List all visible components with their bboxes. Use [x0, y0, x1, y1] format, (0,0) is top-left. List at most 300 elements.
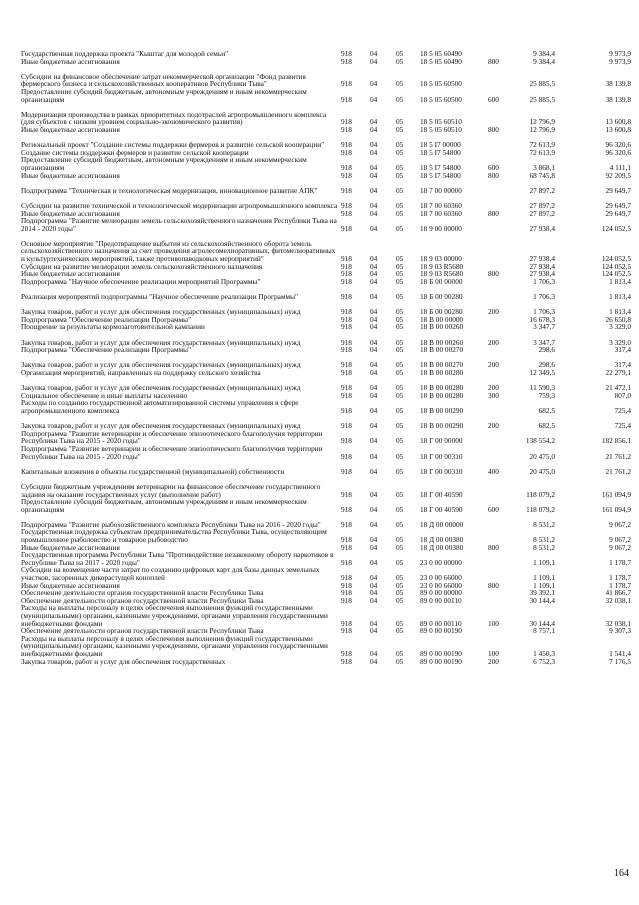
cell-s1: 25 885,5: [529, 79, 555, 89]
cell-name: Закупка товаров, работ и услуг для обеспечения государственных: [21, 656, 226, 666]
cell-vr: 600: [488, 94, 499, 104]
cell-csr: 18 5 05 60500: [420, 79, 462, 89]
table-row: [0, 605, 639, 628]
table-row: [0, 461, 639, 476]
cell-s1: 682,5: [538, 405, 555, 415]
cell-pr: 05: [396, 269, 404, 279]
cell-csr: 23 0 00 66000: [420, 580, 462, 590]
cell-pr: 05: [396, 421, 404, 431]
cell-rz: 04: [370, 436, 378, 446]
cell-ved: 918: [341, 421, 352, 431]
cell-s1: 1 109,1: [533, 557, 555, 567]
table-row: [0, 218, 639, 233]
cell-name: Государственная программа Республики Тыва "Противодействие незаконному обороту наркотиков в Республике Тыва на 2017 - 2020 годы": [21, 550, 334, 567]
cell-s1: 9 384,4: [533, 56, 555, 66]
cell-ved: 918: [341, 383, 352, 393]
cell-rz: 04: [370, 360, 378, 370]
cell-name: Обеспечение деятельности органов государственной власти Республики Тыва: [21, 626, 264, 636]
cell-s2: 317,4: [614, 360, 631, 370]
cell-s1: 1 706,3: [533, 292, 555, 302]
cell-pr: 05: [396, 573, 404, 583]
cell-csr: 18 7 00 60360: [420, 208, 462, 218]
cell-pr: 05: [396, 649, 404, 658]
cell-s1: 27 897,2: [529, 208, 555, 218]
cell-rz: 04: [370, 451, 378, 461]
cell-ved: 918: [341, 170, 352, 180]
cell-s2: 1 178,7: [609, 573, 631, 583]
cell-s2: 124 052,5: [601, 269, 631, 279]
cell-ved: 918: [341, 200, 352, 210]
cell-s2: 92 209,5: [605, 170, 631, 180]
cell-vr: 800: [488, 124, 499, 134]
cell-s2: 13 600,8: [605, 124, 631, 134]
cell-csr: 89 0 00 00190: [420, 656, 462, 666]
cell-ved: 918: [341, 466, 352, 476]
cell-csr: 18 5 I7 54800: [420, 147, 461, 157]
cell-csr: 18 В 00 00280: [420, 383, 464, 393]
cell-s1: 68 745,8: [529, 170, 555, 180]
cell-pr: 05: [396, 56, 404, 66]
cell-rz: 04: [370, 573, 378, 583]
cell-rz: 04: [370, 489, 378, 499]
cell-pr: 05: [396, 367, 404, 377]
cell-pr: 05: [396, 94, 404, 104]
cell-csr: 18 В 00 00280: [420, 367, 464, 377]
cell-name: Подпрограмма "Развитие ветеринарии и обеспечение эпизоотического благополучия территории Республики Тыва на 2015 - 2020 годы": [21, 428, 323, 446]
cell-pr: 05: [396, 588, 404, 598]
cell-csr: 23 0 00 66000: [420, 573, 462, 583]
cell-csr: 18 7 00 00000: [420, 185, 462, 195]
cell-name: Государственная поддержка субъектам предпринимательства Республики Тыва, осуществляющим промышленное рыболовство и товарное рыбоводство: [21, 527, 327, 545]
table-row: [0, 400, 639, 415]
cell-s1: 27 938,4: [529, 223, 555, 233]
cell-pr: 05: [396, 618, 404, 628]
cell-csr: 18 5 I7 54800: [420, 170, 461, 180]
cell-s1: 6 752,3: [533, 656, 555, 666]
cell-name: Подпрограмма "Развитие мелиорации земель сельскохозяйственного назначения Республики Тыва на 2014 - 2020 годы": [21, 216, 337, 233]
cell-name: Закупка товаров, работ и услуг для обеспечения государственных (муниципальных) нужд: [21, 421, 301, 431]
cell-rz: 04: [370, 345, 378, 355]
cell-s2: 96 320,6: [605, 140, 631, 150]
cell-rz: 04: [370, 519, 378, 529]
cell-s2: 7 176,5: [609, 656, 631, 666]
cell-s1: 3 347,7: [533, 322, 555, 332]
cell-s1: 20 475,0: [529, 466, 555, 476]
cell-vr: 100: [488, 618, 499, 628]
cell-s1: 118 079,2: [526, 489, 555, 499]
cell-pr: 05: [396, 535, 404, 545]
cell-name: Социальное обеспечение и иные выплаты населению: [21, 390, 188, 400]
cell-csr: 89 0 00 00190: [420, 626, 462, 636]
cell-s2: 9 067,2: [609, 519, 631, 529]
cell-ved: 918: [341, 261, 352, 271]
cell-pr: 05: [396, 223, 404, 233]
cell-s2: 41 866,7: [605, 588, 631, 598]
cell-ved: 918: [341, 367, 352, 377]
table-row: [0, 56, 639, 67]
cell-pr: 05: [396, 656, 404, 666]
cell-vr: 800: [488, 269, 499, 279]
cell-rz: 04: [370, 140, 378, 150]
cell-vr: 200: [488, 360, 499, 370]
cell-rz: 04: [370, 626, 378, 636]
table-row: [0, 180, 639, 195]
cell-csr: 18 В 00 00290: [420, 421, 464, 431]
cell-ved: 918: [341, 436, 352, 446]
cell-csr: 89 0 00 00190: [420, 649, 462, 658]
cell-rz: 04: [370, 504, 378, 514]
cell-pr: 05: [396, 489, 404, 499]
cell-rz: 04: [370, 580, 378, 590]
cell-s2: 22 279,1: [605, 367, 631, 377]
cell-vr: 300: [488, 390, 499, 400]
cell-name: Иные бюджетные ассигнования: [21, 542, 120, 552]
cell-name: Подпрограмма "Развитие рыбохозяйственного комплекса Республики Тыва на 2016 - 2020 годы": [21, 519, 321, 529]
table-row: [0, 367, 639, 378]
cell-vr: 200: [488, 656, 499, 666]
cell-s1: 1 706,3: [533, 276, 555, 286]
cell-rz: 04: [370, 367, 378, 377]
cell-s1: 9 384,4: [533, 49, 555, 58]
cell-ved: 918: [341, 56, 352, 66]
cell-name: Закупка товаров, работ и услуг для обеспечения государственных (муниципальных) нужд: [21, 337, 301, 347]
cell-name: Иные бюджетные ассигнования: [21, 208, 120, 218]
cell-rz: 04: [370, 170, 378, 180]
cell-pr: 05: [396, 254, 404, 264]
cell-name: Иные бюджетные ассигнования: [21, 269, 120, 279]
cell-name: Расходы на выплаты персоналу в целях обеспечения выполнения функций государственными (муниципальными) органами, казенными учреждениями, органами управления государственными внебюджетными фондами: [21, 603, 328, 628]
cell-ved: 918: [341, 147, 352, 157]
cell-s1: 72 613,9: [529, 140, 555, 150]
cell-s2: 182 856,1: [601, 436, 631, 446]
cell-name: Региональный проект "Создание системы поддержки фермеров и развитие сельской кооперации": [21, 140, 325, 150]
cell-name: Иные бюджетные ассигнования: [21, 170, 120, 180]
cell-ved: 918: [341, 618, 352, 628]
cell-ved: 918: [341, 322, 352, 332]
cell-s2: 807,0: [614, 390, 631, 400]
cell-name: Основное мероприятие "Предотвращение выбытия из сельскохозяйственного оборота земель сельскохозяйственного назначения за счет проведения агролесомелиоративных, фитомелиоративных и культуртехнических мероприятий, также противопаводковых мероприятий": [21, 238, 336, 264]
cell-s1: 27 897,2: [529, 185, 555, 195]
cell-ved: 918: [341, 360, 352, 370]
cell-s2: 29 649,7: [605, 200, 631, 210]
cell-s1: 27 938,4: [529, 269, 555, 279]
cell-s2: 9 067,2: [609, 535, 631, 545]
cell-name: Предоставление субсидий бюджетным, автономным учреждениям и иным некоммерческим организациям: [21, 86, 307, 104]
cell-pr: 05: [396, 322, 404, 332]
cell-s2: 9 307,3: [609, 626, 631, 636]
cell-ved: 918: [341, 223, 352, 233]
cell-s1: 759,3: [538, 390, 555, 400]
cell-ved: 918: [341, 451, 352, 461]
cell-name: Субсидии на развитие технической и технологической модернизации агропромышленного комплекса: [21, 200, 338, 210]
cell-csr: 18 Д 00 00380: [420, 542, 464, 552]
cell-s1: 25 885,5: [529, 94, 555, 104]
cell-s2: 725,4: [614, 405, 631, 415]
table-row: [0, 86, 639, 104]
cell-csr: 18 Г 00 00310: [420, 451, 463, 461]
cell-ved: 918: [341, 162, 352, 172]
cell-pr: 05: [396, 580, 404, 590]
cell-s1: 27 938,4: [529, 254, 555, 264]
cell-s2: 38 139,8: [605, 79, 631, 89]
cell-s2: 21 472,1: [605, 383, 631, 393]
cell-ved: 918: [341, 519, 352, 529]
table-row: [0, 233, 639, 263]
cell-ved: 918: [341, 124, 352, 134]
cell-vr: 200: [488, 307, 499, 317]
cell-rz: 04: [370, 276, 378, 286]
cell-csr: 18 5 05 60490: [420, 49, 462, 58]
cell-pr: 05: [396, 49, 404, 58]
cell-rz: 04: [370, 79, 378, 89]
table-row: [0, 443, 639, 461]
cell-csr: 18 5 I7 54800: [420, 162, 461, 172]
cell-s2: 29 649,7: [605, 208, 631, 218]
cell-pr: 05: [396, 360, 404, 370]
cell-ved: 918: [341, 656, 352, 666]
cell-ved: 918: [341, 504, 352, 514]
cell-rz: 04: [370, 421, 378, 431]
cell-csr: 18 5 05 60490: [420, 56, 462, 66]
cell-s1: 8 531,2: [533, 519, 555, 529]
cell-s2: 26 650,8: [605, 314, 631, 324]
cell-pr: 05: [396, 117, 404, 127]
cell-pr: 05: [396, 314, 404, 324]
cell-rz: 04: [370, 383, 378, 393]
cell-csr: 18 Д 00 00380: [420, 535, 464, 545]
cell-rz: 04: [370, 56, 378, 66]
cell-vr: 200: [488, 421, 499, 431]
cell-s2: 21 761,2: [605, 451, 631, 461]
cell-s2: 1 178,7: [609, 557, 631, 567]
cell-name: Подпрограмма "Развитие ветеринарии и обеспечение эпизоотического благополучия территории Республики Тыва на 2015 - 2020 годы": [21, 443, 323, 461]
cell-rz: 04: [370, 535, 378, 545]
cell-pr: 05: [396, 383, 404, 393]
cell-s1: 1 109,1: [533, 580, 555, 590]
cell-s2: 9 973,9: [609, 49, 631, 58]
cell-csr: 89 0 00 00110: [420, 595, 462, 605]
cell-pr: 05: [396, 557, 404, 567]
cell-pr: 05: [396, 170, 404, 180]
cell-pr: 05: [396, 390, 404, 400]
cell-rz: 04: [370, 307, 378, 317]
cell-csr: 18 В 00 00270: [420, 360, 464, 370]
cell-csr: 18 9 03 00000: [420, 254, 462, 264]
cell-s2: 317,4: [614, 345, 631, 355]
cell-csr: 18 9 03 R5680: [420, 269, 464, 279]
cell-ved: 918: [341, 649, 352, 658]
cell-name: Обеспечение деятельности органов государственной власти Республики Тыва: [21, 595, 264, 605]
cell-name: Подпрограмма "Обеспечение реализации Программы": [21, 314, 192, 324]
cell-s1: 30 144,4: [529, 618, 555, 628]
table-row: [0, 499, 639, 514]
table-row: [0, 66, 639, 89]
cell-pr: 05: [396, 504, 404, 514]
cell-csr: 18 5 05 60510: [420, 124, 462, 134]
cell-rz: 04: [370, 208, 378, 218]
cell-pr: 05: [396, 208, 404, 218]
cell-s2: 1 813,4: [609, 307, 631, 317]
cell-csr: 18 5 I7 00000: [420, 140, 461, 150]
cell-csr: 18 В 00 00000: [420, 314, 464, 324]
cell-name: Иные бюджетные ассигнования: [21, 580, 120, 590]
cell-pr: 05: [396, 185, 404, 195]
cell-ved: 918: [341, 390, 352, 400]
cell-csr: 18 Г 00 40590: [420, 489, 463, 499]
cell-name: Субсидии на развитие мелиорации земель сельскохозяйственного назначения: [21, 261, 263, 271]
cell-rz: 04: [370, 588, 378, 598]
cell-rz: 04: [370, 649, 378, 658]
cell-name: Капитальные вложения в объекты государственной (муниципальной) собственности: [21, 466, 285, 476]
table-row: [0, 656, 639, 667]
cell-pr: 05: [396, 466, 404, 476]
cell-name: Поощрение за результаты кормозаготовительной кампании: [21, 322, 205, 332]
cell-s1: 12 796,9: [529, 117, 555, 127]
cell-name: Закупка товаров, работ и услуг для обеспечения государственных (муниципальных) нужд: [21, 307, 301, 317]
cell-name: Закупка товаров, работ и услуг для обеспечения государственных (муниципальных) нужд: [21, 383, 301, 393]
cell-ved: 918: [341, 269, 352, 279]
cell-ved: 918: [341, 489, 352, 499]
cell-rz: 04: [370, 292, 378, 302]
cell-s2: 9 973,9: [609, 56, 631, 66]
cell-s2: 4 111,1: [609, 162, 631, 172]
cell-pr: 05: [396, 307, 404, 317]
cell-rz: 04: [370, 314, 378, 324]
cell-pr: 05: [396, 436, 404, 446]
cell-ved: 918: [341, 208, 352, 218]
cell-s1: 8 531,2: [533, 542, 555, 552]
cell-vr: 200: [488, 383, 499, 393]
cell-rz: 04: [370, 618, 378, 628]
cell-name: Иные бюджетные ассигнования: [21, 56, 120, 66]
cell-ved: 918: [341, 345, 352, 355]
cell-rz: 04: [370, 466, 378, 476]
cell-ved: 918: [341, 117, 352, 127]
table-row: [0, 276, 639, 287]
cell-pr: 05: [396, 337, 404, 347]
cell-csr: 18 Б 00 00280: [420, 292, 463, 302]
cell-pr: 05: [396, 124, 404, 134]
cell-s2: 9 067,2: [609, 542, 631, 552]
cell-rz: 04: [370, 261, 378, 271]
cell-s2: 1 541,4: [609, 649, 631, 658]
cell-s1: 118 079,2: [526, 504, 555, 514]
cell-s2: 29 649,7: [605, 185, 631, 195]
cell-s1: 1 109,1: [533, 573, 555, 583]
cell-s1: 298,6: [538, 345, 555, 355]
cell-pr: 05: [396, 542, 404, 552]
cell-rz: 04: [370, 542, 378, 552]
cell-s1: 16 678,3: [529, 314, 555, 324]
cell-rz: 04: [370, 557, 378, 567]
cell-vr: 800: [488, 170, 499, 180]
cell-name: Расходы по созданию государственной автоматизированной системы управления в сфере агропромышленного комплекса: [21, 398, 299, 415]
cell-csr: 18 В 00 00260: [420, 337, 464, 347]
cell-s2: 3 329,0: [609, 337, 631, 347]
cell-pr: 05: [396, 519, 404, 529]
cell-s2: 161 094,9: [601, 504, 631, 514]
cell-pr: 05: [396, 261, 404, 271]
cell-s2: 32 038,1: [605, 618, 631, 628]
cell-s1: 27 897,2: [529, 200, 555, 210]
cell-vr: 800: [488, 542, 499, 552]
cell-vr: 800: [488, 56, 499, 66]
cell-csr: 18 В 00 00290: [420, 405, 464, 415]
cell-ved: 918: [341, 337, 352, 347]
cell-vr: 800: [488, 208, 499, 218]
cell-csr: 18 Д 00 00000: [420, 519, 464, 529]
cell-name: Предоставление субсидий бюджетным, автономным учреждениям и иным некоммерческим организациям: [21, 155, 307, 172]
cell-name: Субсидии на возмещение части затрат по созданию цифровых карт для базы данных земельных участков, засоренных дикорастущей коноплей: [21, 565, 320, 583]
cell-ved: 918: [341, 276, 352, 286]
cell-rz: 04: [370, 337, 378, 347]
cell-s2: 124 052,5: [601, 261, 631, 271]
table-row: [0, 324, 639, 332]
cell-pr: 05: [396, 595, 404, 605]
cell-csr: 18 9 00 00000: [420, 223, 462, 233]
cell-name: Подпрограмма "Обеспечение реализации Программы": [21, 345, 192, 355]
cell-pr: 05: [396, 79, 404, 89]
cell-pr: 05: [396, 147, 404, 157]
cell-ved: 918: [341, 542, 352, 552]
cell-rz: 04: [370, 223, 378, 233]
cell-s1: 3 868,1: [533, 162, 555, 172]
cell-s1: 682,5: [538, 421, 555, 431]
table-row: [0, 347, 639, 355]
cell-rz: 04: [370, 117, 378, 127]
cell-s1: 12 796,9: [529, 124, 555, 134]
cell-ved: 918: [341, 292, 352, 302]
cell-rz: 04: [370, 254, 378, 264]
cell-vr: 600: [488, 162, 499, 172]
cell-pr: 05: [396, 200, 404, 210]
cell-rz: 04: [370, 322, 378, 332]
table-row: [0, 286, 639, 301]
cell-pr: 05: [396, 162, 404, 172]
cell-rz: 04: [370, 200, 378, 210]
cell-s2: 124 052,5: [601, 223, 631, 233]
cell-s2: 725,4: [614, 421, 631, 431]
cell-ved: 918: [341, 314, 352, 324]
cell-ved: 918: [341, 307, 352, 317]
cell-rz: 04: [370, 162, 378, 172]
cell-s2: 21 761,2: [605, 466, 631, 476]
cell-s2: 1 813,4: [609, 276, 631, 286]
cell-ved: 918: [341, 94, 352, 104]
cell-s1: 11 590,3: [529, 383, 555, 393]
cell-csr: 18 Б 00 00280: [420, 307, 463, 317]
cell-vr: 600: [488, 504, 499, 514]
cell-rz: 04: [370, 147, 378, 157]
cell-csr: 18 В 00 00270: [420, 345, 464, 355]
cell-rz: 04: [370, 185, 378, 195]
cell-s2: 1 813,4: [609, 292, 631, 302]
cell-name: Создание системы поддержки фермеров и развитие сельской кооперации: [21, 147, 249, 157]
cell-csr: 18 5 05 60510: [420, 117, 462, 127]
cell-s1: 20 475,0: [529, 451, 555, 461]
cell-s1: 3 347,7: [533, 337, 555, 347]
cell-name: Расходы на выплаты персоналу в целях обеспечения выполнения функций государственными (муниципальными) органами, казенными учреждениями, органами управления государственными внебюджетными фондами: [21, 633, 328, 658]
table-row: [0, 170, 639, 181]
cell-vr: 100: [488, 649, 499, 658]
cell-csr: 18 Г 00 00310: [420, 466, 463, 476]
cell-s2: 96 320,6: [605, 147, 631, 157]
cell-vr: 800: [488, 580, 499, 590]
cell-name: Модернизация производства в рамках приоритетных подотраслей агропромышленного комплекса (для субъектов с низким уровнем социально-экономического развития): [21, 109, 327, 127]
cell-ved: 918: [341, 573, 352, 583]
cell-rz: 04: [370, 390, 378, 400]
cell-rz: 04: [370, 49, 378, 58]
